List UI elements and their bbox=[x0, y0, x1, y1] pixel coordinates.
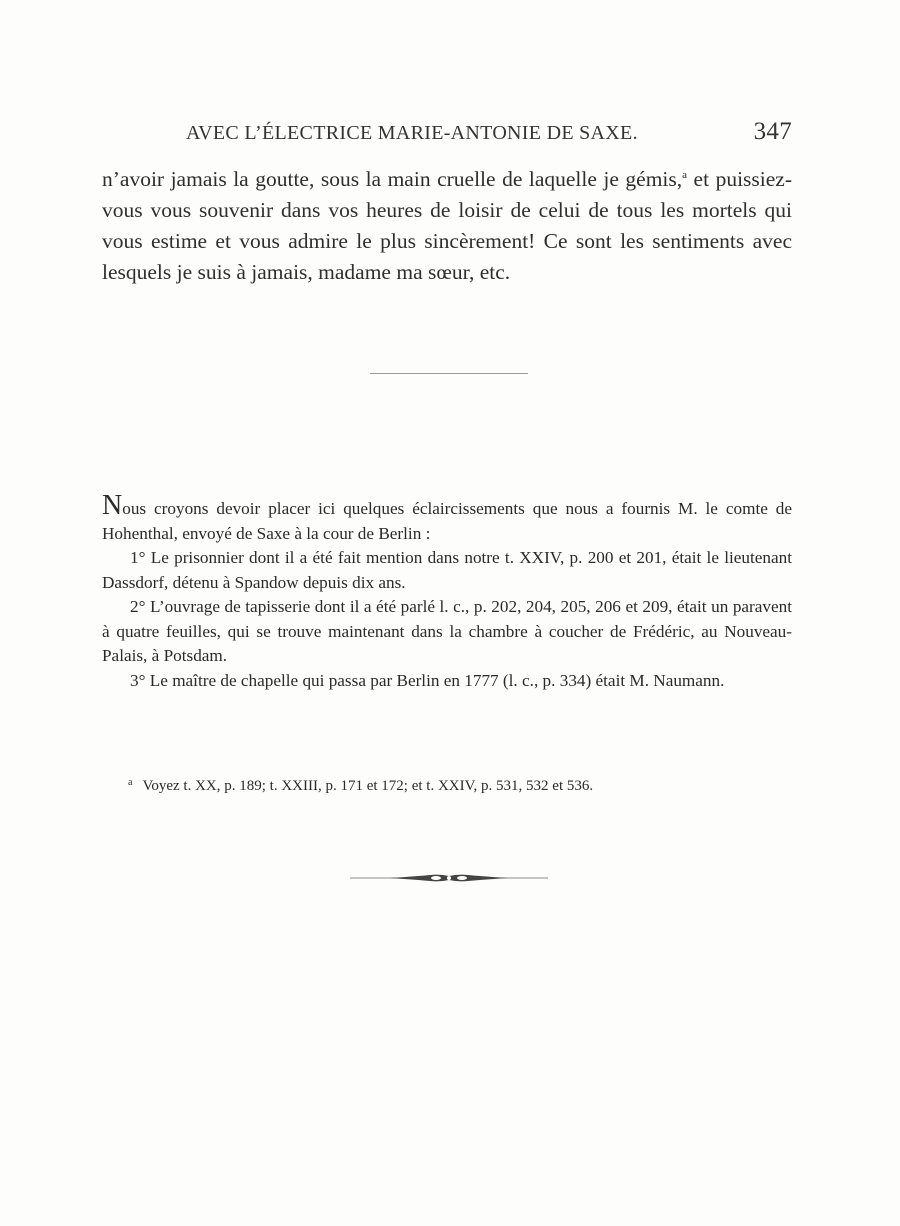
letter-body bbox=[102, 160, 792, 288]
end-ornament-icon bbox=[350, 870, 548, 886]
letter-closing-paragraph bbox=[102, 160, 792, 288]
letter-text: et puissiez-vous vous souvenir dans vos heures de loisir de celui de tous les mortels qui vous estime et vous admire le plus sincèrement! Ce sont les sentiments avec lesquels je suis à jamais, madame ma sœur, etc. bbox=[102, 167, 792, 284]
running-head bbox=[186, 118, 798, 150]
footnote-mark: a bbox=[128, 777, 133, 788]
notes-intro-text: ous croyons devoir placer ici quelques éclaircissements que nous a fournis M. le comte de Hohenthal, envoyé de Saxe à la cour de Berlin : bbox=[102, 499, 792, 543]
page-number: 347 bbox=[753, 118, 792, 145]
footnote-text: Voyez t. XX, p. 189; t. XXIII, p. 171 et 172; et t. XXIV, p. 531, 532 et 536. bbox=[142, 778, 594, 794]
drop-cap: N bbox=[102, 490, 123, 521]
footnote bbox=[128, 772, 792, 797]
letter-line: n’avoir jamais la goutte, sous la main cruelle de laquelle je gémis, bbox=[102, 167, 683, 191]
section-divider bbox=[370, 373, 528, 374]
footnote-reference-mark: a bbox=[682, 169, 688, 181]
note-item-3: 3° Le maître de chapelle qui passa par Berlin en 1777 (l. c., p. 334) était M. Naumann. bbox=[130, 670, 725, 690]
note-item-1: 1° Le prisonnier dont il a été fait mention dans notre t. XXIV, p. 200 et 201, était le lieutenant Dassdorf, détenu à Spandow depuis dix ans. bbox=[102, 548, 792, 592]
notes-intro bbox=[102, 490, 792, 546]
note-item-2: 2° L’ouvrage de tapisserie dont il a été parlé l. c., p. 202, 204, 205, 206 et 209, était un paravent à quatre feuilles, qui se trouve maintenant dans la chambre à coucher de Frédéric, au Nouveau-Palais, à Potsdam. bbox=[102, 597, 792, 665]
editor-notes bbox=[102, 490, 792, 693]
running-head-title: AVEC L’ÉLECTRICE MARIE-ANTONIE DE SAXE. bbox=[186, 122, 638, 144]
